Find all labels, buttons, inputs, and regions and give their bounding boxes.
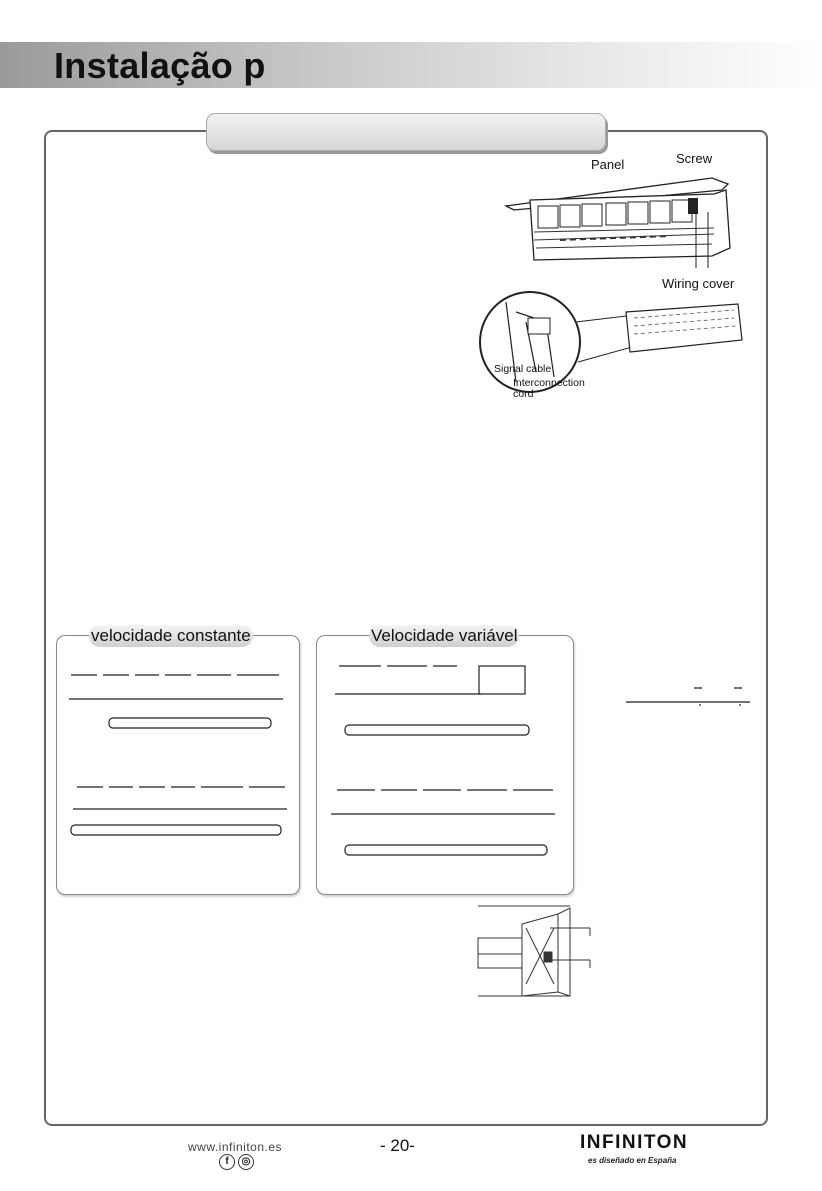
interconnection-cord-label: cord (513, 388, 534, 400)
panel-label: Panel (591, 157, 625, 172)
brand-tagline: es diseñado en España (588, 1156, 677, 1165)
constant-speed-box (56, 626, 300, 895)
interconnection-label: Interconnection (513, 377, 585, 389)
variable-speed-box (316, 626, 574, 895)
page-title: Instalação p (54, 45, 266, 86)
screw-label: Screw (676, 151, 713, 166)
constant-wiring-lines (57, 636, 299, 894)
side-view-figure (474, 904, 594, 1000)
page-number: - 20- (380, 1136, 415, 1155)
facebook-icon[interactable]: f (219, 1154, 235, 1170)
wiring-cover-label: Wiring cover (662, 276, 735, 291)
instagram-icon[interactable]: ◎ (238, 1154, 254, 1170)
right-side-rule (622, 680, 754, 710)
indoor-unit-figure (500, 168, 750, 276)
variable-wiring-lines (317, 636, 573, 894)
brand-logo: INFINITON (580, 1132, 689, 1153)
signal-cable-label: Signal cable (494, 363, 552, 375)
variable-speed-title: Velocidade variável (371, 626, 518, 645)
constant-speed-title: velocidade constante (91, 626, 251, 645)
section-tab (206, 113, 606, 151)
website-url[interactable]: www.infiniton.es (188, 1140, 283, 1154)
